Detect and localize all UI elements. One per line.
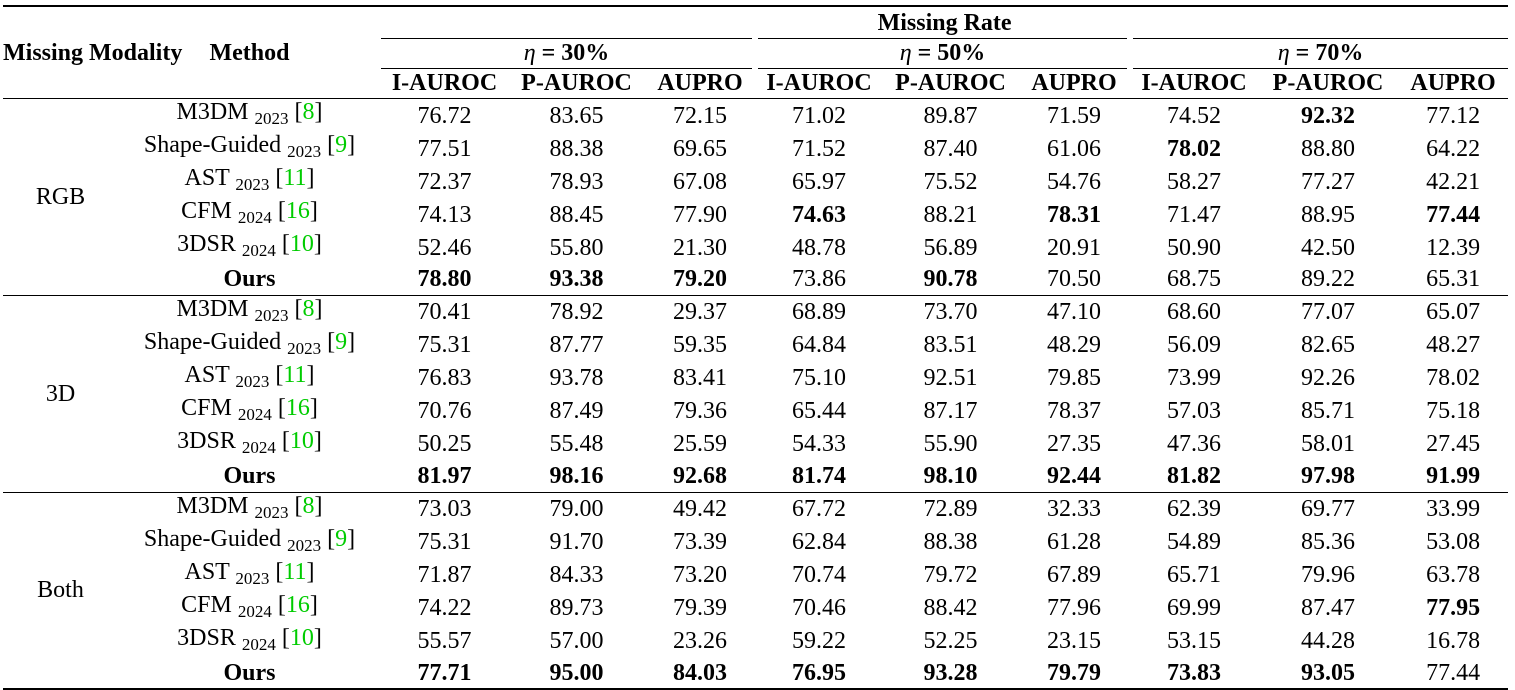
citation-link[interactable]: 9 [335, 525, 348, 552]
value-cell: 68.60 [1130, 295, 1258, 329]
value-cell: 65.71 [1167, 562, 1221, 589]
modality-group-label: Both [3, 492, 118, 689]
method-header: Method [118, 6, 381, 99]
value-cell: 52.46 [417, 234, 472, 261]
value-cell: 55.80 [549, 234, 604, 261]
value-cell: 81.97 [417, 463, 472, 490]
metric-header-aupro: AUPRO [1018, 69, 1130, 99]
value-cell: 75.18 [1426, 398, 1481, 425]
value-cell: 89.73 [549, 595, 604, 622]
citation-link[interactable]: 9 [335, 328, 348, 355]
value-cell: 85.36 [1301, 529, 1355, 556]
value-cell: 77.07 [1258, 295, 1398, 329]
metric-header-i-auroc: I-AUROC [755, 69, 883, 99]
method-year: 2023 [235, 175, 270, 194]
value-cell: 74.22 [417, 595, 472, 622]
value-cell: 73.03 [381, 492, 508, 526]
method-name: 3DSR [177, 427, 236, 454]
value-cell: 78.02 [1426, 365, 1481, 392]
value-cell: 87.40 [923, 135, 978, 162]
value-cell: 70.50 [1047, 266, 1101, 293]
missing-rate-2-header [755, 39, 1130, 69]
method-year: 2023 [254, 305, 289, 325]
method-cell: M3DM $_{2023}$ [8] [118, 295, 381, 329]
value-cell: 68.89 [755, 295, 883, 329]
method-cell: M3DM $_{2023}$ [8] [118, 492, 381, 526]
value-cell: 98.16 [549, 463, 604, 490]
value-cell: 73.70 [883, 295, 1018, 329]
citation-link[interactable]: 16 [285, 198, 310, 224]
eta-symbol: η [1277, 40, 1290, 66]
method-cell: 3DSR $_{2024}$ [10] [177, 231, 322, 260]
method-year: 2024 [237, 404, 272, 424]
value-cell: 77.27 [1301, 168, 1355, 195]
table-row [3, 198, 1508, 231]
value-cell: 71.87 [417, 562, 472, 589]
method-name: Ours [223, 659, 276, 686]
value-cell: 67.89 [1047, 562, 1101, 589]
value-cell: 77.51 [417, 135, 472, 162]
missing-modality-label: Missing Modality [3, 39, 183, 66]
value-cell: 29.37 [645, 295, 755, 329]
value-cell: 97.98 [1301, 463, 1355, 490]
eta-symbol: η [899, 40, 912, 66]
value-cell: 78.80 [417, 266, 472, 293]
value-cell: 74.63 [792, 201, 846, 228]
value-cell: 76.83 [417, 365, 472, 392]
value-cell: 77.44 [1398, 658, 1508, 690]
missing-rate-value: = 50% [917, 40, 986, 66]
value-cell: 65.44 [792, 398, 846, 425]
value-cell: 81.82 [1167, 463, 1221, 490]
value-cell: 83.41 [673, 365, 727, 392]
value-cell: 93.38 [549, 266, 604, 293]
value-cell: 74.13 [417, 201, 472, 228]
method-cell: Shape-Guided $_{2023}$ [9] [143, 132, 356, 161]
value-cell: 48.27 [1426, 332, 1481, 359]
method-cell: 3DSR $_{2024}$ [10] [177, 624, 322, 654]
missing-rate-header: Missing Rate [381, 6, 1508, 39]
metric-header-aupro: AUPRO [1398, 69, 1508, 99]
method-name: M3DM [176, 99, 249, 125]
value-cell: 83.65 [549, 102, 604, 129]
value-cell: 53.08 [1426, 529, 1481, 556]
value-cell: 92.32 [1301, 102, 1355, 129]
value-cell: 79.36 [673, 398, 727, 425]
value-cell: 91.70 [549, 529, 604, 556]
method-cell [118, 264, 381, 295]
value-cell: 81.74 [792, 463, 846, 490]
value-cell: 79.79 [1018, 658, 1130, 690]
value-cell: 90.78 [923, 266, 978, 293]
value-cell: 71.52 [792, 135, 846, 162]
method-year: 2024 [237, 601, 272, 621]
value-cell: 92.68 [673, 463, 727, 490]
value-cell: 92.51 [923, 365, 978, 392]
value-cell: 67.72 [755, 492, 883, 526]
value-cell: 87.47 [1301, 595, 1355, 622]
value-cell: 84.03 [645, 658, 755, 690]
method-name: Ours [223, 266, 276, 293]
value-cell: 88.80 [1301, 135, 1355, 162]
value-cell: 70.74 [792, 562, 846, 589]
table-row [3, 559, 1508, 592]
citation-link[interactable]: 8 [302, 492, 315, 519]
missing-rate-3-header [1130, 39, 1508, 69]
method-name: CFM [181, 198, 232, 224]
value-cell: 78.37 [1047, 398, 1101, 425]
value-cell: 74.52 [1167, 102, 1221, 129]
method-cell: M3DM $_{2023}$ [8] [176, 99, 323, 128]
method-name: CFM [181, 591, 232, 618]
table-row [3, 99, 1508, 133]
value-cell: 33.99 [1398, 492, 1508, 526]
value-cell: 93.78 [549, 365, 604, 392]
value-cell: 53.15 [1167, 628, 1221, 655]
value-cell: 72.37 [417, 168, 472, 195]
citation-link[interactable]: 8 [302, 295, 315, 322]
method-cell: Shape-Guided $_{2023}$ [9] [143, 328, 356, 358]
method-cell: CFM $_{2024}$ [16] [181, 591, 318, 621]
table-row [3, 395, 1508, 428]
value-cell: 88.21 [923, 201, 978, 228]
method-year: 2023 [287, 338, 322, 358]
method-cell: AST $_{2023}$ [11] [184, 361, 315, 391]
value-cell: 93.28 [883, 658, 1018, 690]
method-year: 2024 [241, 437, 276, 457]
value-cell: 25.59 [673, 431, 727, 458]
citation-link[interactable]: 9 [335, 132, 348, 158]
value-cell: 57.03 [1167, 398, 1221, 425]
value-cell: 95.00 [508, 658, 645, 690]
value-cell: 76.95 [755, 658, 883, 690]
value-cell: 87.77 [549, 332, 604, 359]
method-cell [118, 658, 381, 690]
value-cell: 79.72 [923, 562, 978, 589]
table-row [3, 526, 1508, 559]
value-cell: 44.28 [1301, 628, 1355, 655]
value-cell: 77.71 [381, 658, 508, 690]
table-row [3, 592, 1508, 625]
value-cell: 77.96 [1047, 595, 1101, 622]
metric-header-p-auroc: P-AUROC [1258, 69, 1398, 99]
value-cell: 77.90 [673, 201, 727, 228]
value-cell: 87.17 [923, 398, 978, 425]
value-cell: 48.29 [1047, 332, 1101, 359]
table-row [3, 362, 1508, 395]
value-cell: 52.25 [923, 628, 978, 655]
value-cell: 76.72 [417, 102, 472, 129]
value-cell: 61.06 [1047, 135, 1101, 162]
value-cell: 75.31 [417, 529, 472, 556]
method-cell: AST $_{2023}$ [11] [184, 558, 315, 588]
value-cell: 98.10 [923, 463, 978, 490]
table-row [3, 461, 1508, 492]
missing-modality-header [3, 6, 183, 99]
value-cell: 79.85 [1047, 365, 1101, 392]
value-cell: 55.48 [549, 431, 604, 458]
value-cell: 42.50 [1301, 234, 1355, 261]
value-cell: 75.10 [792, 365, 846, 392]
value-cell: 77.44 [1426, 201, 1481, 228]
method-cell [118, 461, 381, 492]
value-cell: 69.77 [1258, 492, 1398, 526]
value-cell: 62.39 [1130, 492, 1258, 526]
value-cell: 70.76 [417, 398, 472, 425]
value-cell: 50.25 [417, 431, 472, 458]
method-cell: AST $_{2023}$ [11] [184, 165, 315, 194]
value-cell: 79.96 [1301, 562, 1355, 589]
value-cell: 21.30 [673, 234, 727, 261]
method-name: 3DSR [177, 231, 236, 257]
citation-link[interactable]: 10 [289, 624, 314, 651]
value-cell: 57.00 [549, 628, 604, 655]
value-cell: 54.89 [1167, 529, 1221, 556]
value-cell: 62.84 [792, 529, 846, 556]
value-cell: 77.95 [1426, 595, 1481, 622]
results-table-container [3, 5, 1508, 690]
table-row [3, 231, 1508, 264]
value-cell: 88.95 [1301, 201, 1355, 228]
method-cell: CFM $_{2024}$ [16] [181, 394, 318, 424]
value-cell: 72.15 [673, 102, 727, 129]
value-cell: 92.26 [1301, 365, 1355, 392]
method-name: Shape-Guided [143, 525, 282, 552]
value-cell: 78.92 [508, 295, 645, 329]
value-cell: 73.20 [673, 562, 727, 589]
value-cell: 58.27 [1167, 168, 1221, 195]
value-cell: 83.51 [923, 332, 978, 359]
metric-header-p-auroc: P-AUROC [883, 69, 1018, 99]
value-cell: 55.90 [923, 431, 978, 458]
value-cell: 23.26 [673, 628, 727, 655]
value-cell: 50.90 [1167, 234, 1221, 261]
value-cell: 73.86 [792, 266, 846, 293]
value-cell: 91.99 [1426, 463, 1481, 490]
method-name: AST [184, 165, 230, 191]
method-year: 2023 [287, 535, 322, 555]
value-cell: 58.01 [1301, 431, 1355, 458]
value-cell: 64.84 [792, 332, 846, 359]
value-cell: 73.39 [673, 529, 727, 556]
eta-symbol: η [523, 40, 536, 66]
value-cell: 71.59 [1047, 102, 1101, 129]
method-name: AST [184, 558, 230, 585]
results-table [3, 5, 1508, 690]
value-cell: 27.45 [1426, 431, 1481, 458]
table-row [3, 625, 1508, 658]
method-year: 2024 [241, 634, 276, 654]
value-cell: 88.38 [923, 529, 978, 556]
value-cell: 48.78 [792, 234, 846, 261]
value-cell: 88.45 [549, 201, 604, 228]
value-cell: 75.52 [923, 168, 978, 195]
value-cell: 78.02 [1167, 135, 1221, 162]
value-cell: 69.65 [673, 135, 727, 162]
table-row [3, 492, 1508, 526]
value-cell: 55.57 [417, 628, 472, 655]
value-cell: 59.22 [792, 628, 846, 655]
value-cell: 12.39 [1426, 234, 1481, 261]
value-cell: 32.33 [1018, 492, 1130, 526]
value-cell: 85.71 [1301, 398, 1355, 425]
value-cell: 68.75 [1167, 266, 1221, 293]
table-row [3, 329, 1508, 362]
citation-link[interactable]: 10 [289, 427, 314, 454]
table-row [3, 165, 1508, 198]
value-cell: 47.36 [1167, 431, 1221, 458]
value-cell: 75.31 [417, 332, 472, 359]
method-name: M3DM [176, 295, 249, 322]
method-name: Shape-Guided [143, 132, 282, 158]
value-cell: 82.65 [1301, 332, 1355, 359]
value-cell: 47.10 [1018, 295, 1130, 329]
value-cell: 65.07 [1398, 295, 1508, 329]
method-year: 2023 [235, 568, 270, 588]
value-cell: 78.93 [549, 168, 604, 195]
value-cell: 73.99 [1167, 365, 1221, 392]
value-cell: 67.08 [673, 168, 727, 195]
value-cell: 92.44 [1047, 463, 1101, 490]
table-row [3, 428, 1508, 461]
method-cell: CFM $_{2024}$ [16] [181, 198, 318, 227]
value-cell: 73.83 [1130, 658, 1258, 690]
metric-header-i-auroc: I-AUROC [381, 69, 508, 99]
method-name: 3DSR [177, 624, 236, 651]
value-cell: 54.33 [792, 431, 846, 458]
value-cell: 61.28 [1047, 529, 1101, 556]
value-cell: 42.21 [1426, 168, 1481, 195]
value-cell: 88.38 [549, 135, 604, 162]
citation-link[interactable]: 11 [283, 361, 307, 388]
method-year: 2023 [287, 142, 322, 161]
missing-rate-value: = 70% [1295, 40, 1364, 66]
table-row [3, 295, 1508, 329]
method-year: 2024 [237, 208, 272, 227]
missing-rate-value: = 30% [541, 40, 610, 66]
value-cell: 23.15 [1047, 628, 1101, 655]
citation-link[interactable]: 11 [283, 558, 307, 585]
method-name: AST [184, 361, 230, 388]
method-name: Ours [223, 463, 276, 490]
value-cell: 72.89 [883, 492, 1018, 526]
modality-group-label: 3D [3, 295, 118, 492]
metric-header-i-auroc: I-AUROC [1130, 69, 1258, 99]
metric-header-p-auroc: P-AUROC [508, 69, 645, 99]
modality-group-label: RGB [35, 183, 86, 210]
table-row [3, 264, 1508, 295]
value-cell: 70.46 [792, 595, 846, 622]
value-cell: 79.39 [673, 595, 727, 622]
citation-link[interactable]: 8 [302, 99, 315, 125]
value-cell: 49.42 [645, 492, 755, 526]
method-name: CFM [181, 394, 232, 421]
value-cell: 16.78 [1426, 628, 1481, 655]
metric-header-aupro: AUPRO [645, 69, 755, 99]
citation-link[interactable]: 10 [289, 231, 314, 257]
value-cell: 77.12 [1426, 102, 1481, 129]
citation-link[interactable]: 16 [285, 591, 310, 618]
table-row [3, 658, 1508, 690]
value-cell: 84.33 [549, 562, 604, 589]
value-cell: 63.78 [1426, 562, 1481, 589]
value-cell: 59.35 [673, 332, 727, 359]
value-cell: 89.22 [1301, 266, 1355, 293]
value-cell: 56.89 [923, 234, 978, 261]
missing-rate-1-header [381, 39, 755, 69]
value-cell: 64.22 [1426, 135, 1481, 162]
citation-link[interactable]: 16 [285, 394, 310, 421]
value-cell: 89.87 [923, 102, 978, 129]
value-cell: 65.97 [792, 168, 846, 195]
citation-link[interactable]: 11 [283, 165, 307, 191]
method-year: 2024 [241, 241, 276, 260]
table-row [3, 132, 1508, 165]
method-cell: 3DSR $_{2024}$ [10] [177, 427, 322, 457]
value-cell: 71.02 [792, 102, 846, 129]
method-year: 2023 [254, 109, 289, 128]
value-cell: 87.49 [549, 398, 604, 425]
value-cell: 20.91 [1047, 234, 1101, 261]
method-year: 2023 [254, 502, 289, 522]
method-name: Shape-Guided [143, 328, 282, 355]
value-cell: 69.99 [1167, 595, 1221, 622]
value-cell: 56.09 [1167, 332, 1221, 359]
value-cell: 65.31 [1426, 266, 1481, 293]
value-cell: 70.41 [381, 295, 508, 329]
method-name: M3DM [176, 492, 249, 519]
method-cell: Shape-Guided $_{2023}$ [9] [143, 525, 356, 555]
value-cell: 54.76 [1047, 168, 1101, 195]
value-cell: 79.20 [673, 266, 727, 293]
value-cell: 79.00 [508, 492, 645, 526]
value-cell: 93.05 [1258, 658, 1398, 690]
method-year: 2023 [235, 371, 270, 391]
value-cell: 88.42 [923, 595, 978, 622]
value-cell: 78.31 [1047, 201, 1101, 228]
value-cell: 71.47 [1167, 201, 1221, 228]
value-cell: 27.35 [1047, 431, 1101, 458]
